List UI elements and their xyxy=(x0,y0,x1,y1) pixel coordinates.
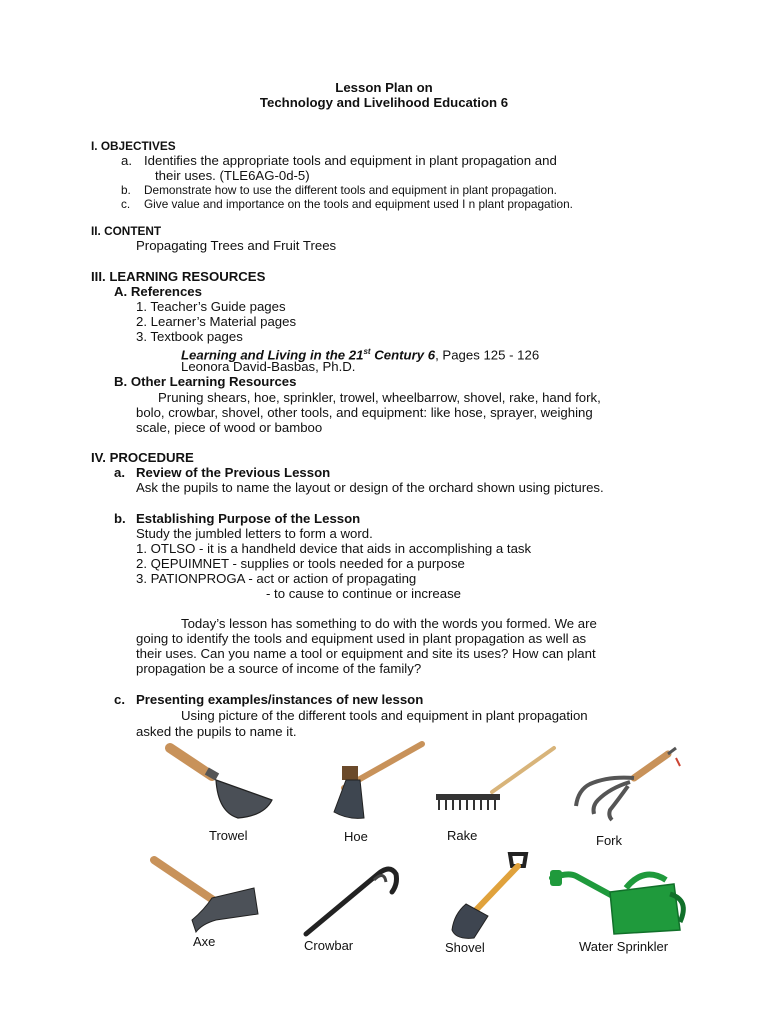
tool-label: Water Sprinkler xyxy=(579,939,669,954)
other-resources-heading: B. Other Learning Resources xyxy=(114,374,297,389)
tool-label: Rake xyxy=(447,828,478,843)
procedure-heading: IV. PROCEDURE xyxy=(91,450,194,465)
procedure-c-line: asked the pupils to name it. xyxy=(136,724,297,739)
title-line-2: Technology and Livelihood Education 6 xyxy=(259,95,509,110)
procedure-c-marker: c. xyxy=(114,692,125,707)
water-sprinkler-picture xyxy=(548,864,692,940)
procedure-a-heading: Review of the Previous Lesson xyxy=(136,465,331,480)
content-text: Propagating Trees and Fruit Trees xyxy=(136,238,337,253)
resources-heading: III. LEARNING RESOURCES xyxy=(91,269,266,284)
objective-a-cont: their uses. (TLE6AG-0d-5) xyxy=(155,168,310,183)
procedure-b-paragraph: their uses. Can you name a tool or equipment and site its uses? How can plant xyxy=(136,646,596,661)
rake-picture xyxy=(432,744,560,816)
objectives-heading: I. OBJECTIVES xyxy=(91,139,176,153)
procedure-b-line: 1. OTLSO - it is a handheld device that aids in accomplishing a task xyxy=(136,541,532,556)
tool-label: Crowbar xyxy=(304,938,354,953)
reference-item: 1. Teacher’s Guide pages xyxy=(136,299,286,314)
procedure-b-line: Study the jumbled letters to form a word. xyxy=(136,526,373,541)
objective-a-text: Identifies the appropriate tools and equipment in plant propagation and xyxy=(144,153,557,168)
reference-item: 3. Textbook pages xyxy=(136,329,243,344)
procedure-b-paragraph: Today’s lesson has something to do with the words you formed. We are xyxy=(181,616,597,631)
procedure-a-marker: a. xyxy=(114,465,125,480)
procedure-b-cont: - to cause to continue or increase xyxy=(266,586,461,601)
book-pages: , Pages 125 - 126 xyxy=(435,347,540,363)
objective-c-marker: c. xyxy=(121,197,131,211)
book-title: Learning and Living in the 21 xyxy=(181,347,364,363)
tool-label: Trowel xyxy=(209,828,248,843)
axe-picture xyxy=(146,854,264,934)
procedure-c-line: Using picture of the different tools and equipment in plant propagation xyxy=(181,708,588,723)
reference-item: 2. Learner’s Material pages xyxy=(136,314,297,329)
trowel-picture xyxy=(160,742,280,824)
hoe-picture xyxy=(322,740,432,822)
objective-a-marker: a. xyxy=(121,153,132,168)
tool-label: Axe xyxy=(193,934,216,949)
book-title-end: Century 6 xyxy=(370,347,436,363)
crowbar-picture xyxy=(300,858,410,940)
book-title-sup: st xyxy=(363,347,371,356)
objective-b-marker: b. xyxy=(121,183,131,197)
content-heading: II. CONTENT xyxy=(91,224,162,238)
references-heading: A. References xyxy=(114,284,202,299)
other-resources-line: Pruning shears, hoe, sprinkler, trowel, wheelbarrow, shovel, rake, hand fork, xyxy=(158,390,601,405)
objective-c-text: Give value and importance on the tools and equipment used I n plant propagation. xyxy=(144,197,573,211)
other-resources-line: bolo, crowbar, shovel, other tools, and equipment: like hose, sprayer, weighing xyxy=(136,405,593,420)
procedure-b-paragraph: going to identify the tools and equipment used in plant propagation as well as xyxy=(136,631,587,646)
procedure-b-line: 3. PATIONPROGA - act or action of propagating xyxy=(136,571,417,586)
procedure-b-heading: Establishing Purpose of the Lesson xyxy=(136,511,361,526)
procedure-c-heading: Presenting examples/instances of new lesson xyxy=(136,692,424,707)
book-author: Leonora David-Basbas, Ph.D. xyxy=(181,359,356,374)
fork-picture xyxy=(568,744,686,826)
objective-b-text: Demonstrate how to use the different tools and equipment in plant propagation. xyxy=(144,183,557,197)
procedure-a-text: Ask the pupils to name the layout or design of the orchard shown using pictures. xyxy=(136,480,604,495)
procedure-b-marker: b. xyxy=(114,511,126,526)
procedure-b-line: 2. QEPUIMNET - supplies or tools needed for a purpose xyxy=(136,556,465,571)
shovel-picture xyxy=(446,852,536,942)
procedure-b-paragraph: propagation be a source of income of the family? xyxy=(136,661,422,676)
tool-label: Hoe xyxy=(344,829,368,844)
other-resources-line: scale, piece of wood or bamboo xyxy=(136,420,323,435)
tool-label: Fork xyxy=(596,833,622,848)
tool-label: Shovel xyxy=(445,940,485,955)
title-line-1: Lesson Plan on xyxy=(335,80,433,95)
